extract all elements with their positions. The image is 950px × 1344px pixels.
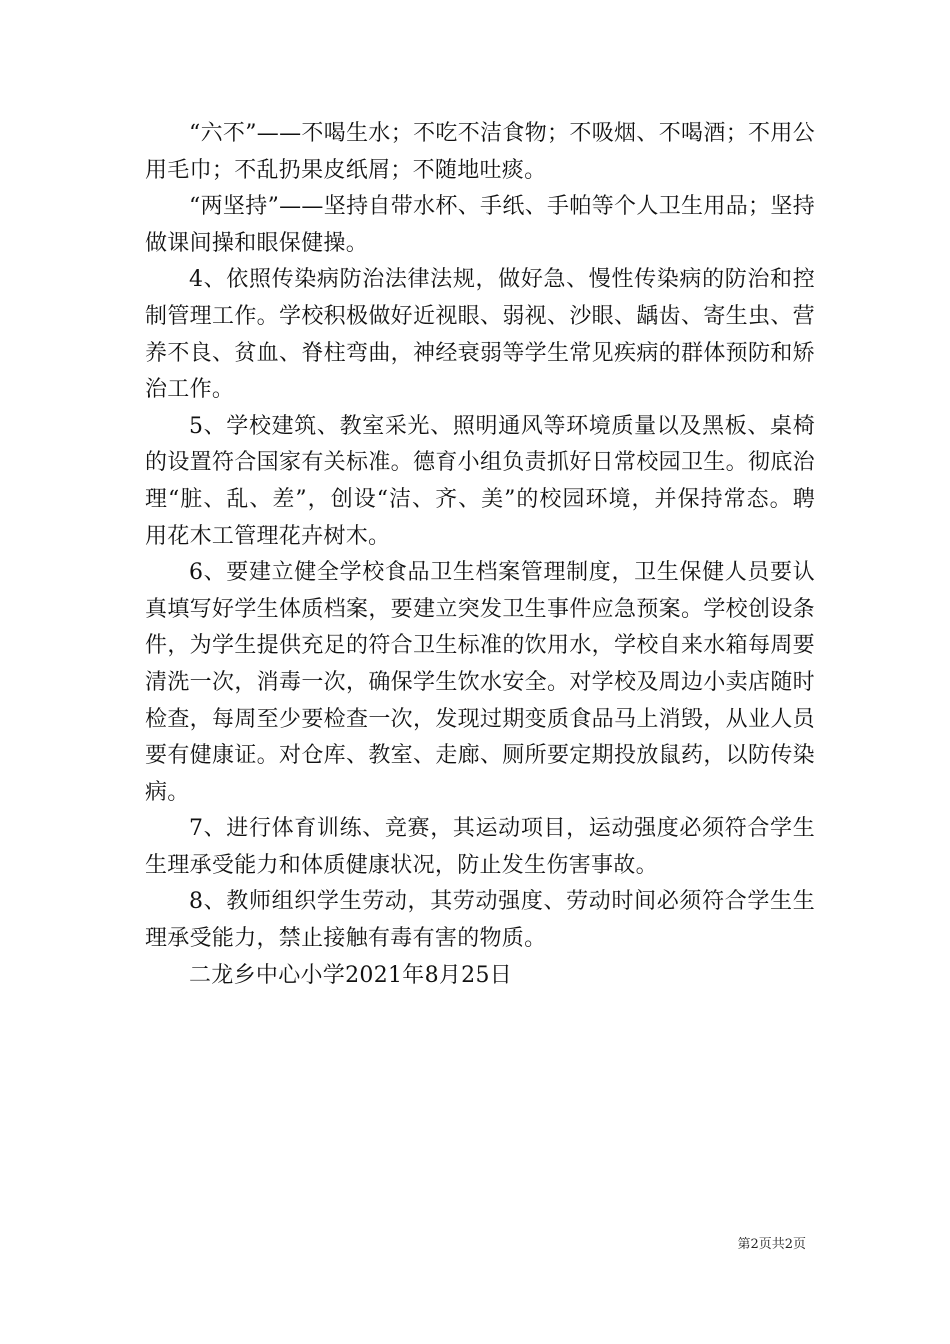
paragraph-six-nots: “六不”——不喝生水；不吃不洁食物；不吸烟、不喝酒；不用公用毛巾；不乱扔果皮纸屑；不随地吐痰。 <box>145 121 815 183</box>
paragraph-item-7: 7、进行体育训练、竞赛，其运动项目，运动强度必须符合学生生理承受能力和体质健康状况，防止发生伤害事故。 <box>145 816 815 878</box>
paragraph-item-6: 6、要建立健全学校食品卫生档案管理制度，卫生保健人员要认真填写好学生体质档案，要建立突发卫生事件应急预案。学校创设条件，为学生提供充足的符合卫生标准的饮用水，学校自来水箱每周要清洗一次，消毒一次，确保学生饮水安全。对学校及周边小卖店随时检查，每周至少要检查一次，发现过期变质食品马上消毁，从业人员要有健康证。对仓库、教室、走廊、厕所要定期投放鼠药，以防传染病。 <box>145 560 815 805</box>
signature-line: 二龙乡中心小学2021年8月25日 <box>189 962 513 988</box>
page-number-footer: 第2页共2页 <box>737 1237 806 1252</box>
paragraph-two-persistences: “两坚持”——坚持自带水杯、手纸、手帕等个人卫生用品；坚持做课间操和眼保健操。 <box>145 194 815 256</box>
paragraph-item-8: 8、教师组织学生劳动，其劳动强度、劳动时间必须符合学生生理承受能力，禁止接触有毒有害的物质。 <box>145 889 815 952</box>
document-body <box>145 116 815 994</box>
paragraph-item-5: 5、学校建筑、教室采光、照明通风等环境质量以及黑板、桌椅的设置符合国家有关标准。德育小组负责抓好日常校园卫生。彻底治理“脏、乱、差”，创设“洁、齐、美”的校园环境，并保持常态。聘用花木工管理花卉树木。 <box>145 413 815 549</box>
paragraph-item-4: 4、依照传染病防治法律法规，做好急、慢性传染病的防治和控制管理工作。学校积极做好近视眼、弱视、沙眼、龋齿、寄生虫、营养不良、贫血、脊柱弯曲，神经衰弱等学生常见疾病的群体预防和矫治工作。 <box>145 267 815 403</box>
